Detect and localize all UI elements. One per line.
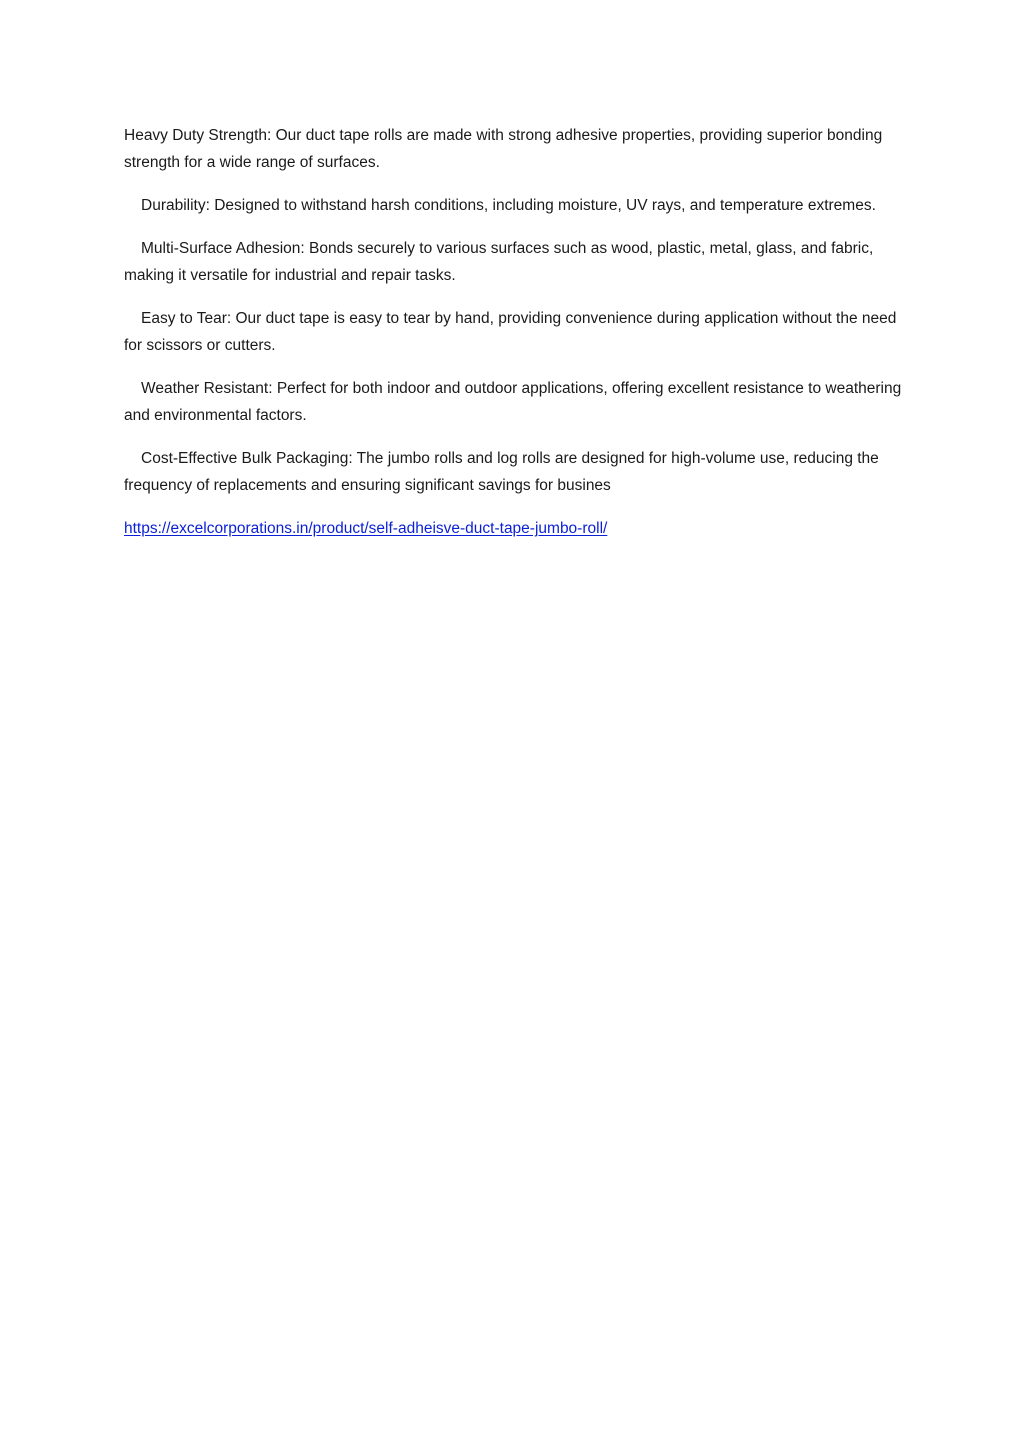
paragraph-weather-resistant: Weather Resistant: Perfect for both indoor and outdoor applications, offering excellent resistance to weathering and environmental factors. [124, 380, 902, 424]
document-body [124, 122, 904, 542]
paragraph-cost-effective-packaging: Cost-Effective Bulk Packaging: The jumbo rolls and log rolls are designed for high-volume use, reducing the frequency of replacements and ensuring significant savings for busines [124, 450, 879, 494]
paragraph-multi-surface-adhesion: Multi-Surface Adhesion: Bonds securely to various surfaces such as wood, plastic, metal, glass, and fabric, making it versatile for industrial and repair tasks. [124, 240, 874, 284]
product-link[interactable]: https://excelcorporations.in/product/self-adheisve-duct-tape-jumbo-roll/ [124, 520, 608, 537]
link-paragraph [124, 515, 904, 542]
paragraph-durability: Durability: Designed to withstand harsh conditions, including moisture, UV rays, and temperature extremes. [141, 197, 876, 214]
paragraph-heavy-duty-strength: Heavy Duty Strength: Our duct tape rolls are made with strong adhesive properties, providing superior bonding strength for a wide range of surfaces. [124, 127, 883, 171]
paragraph-easy-to-tear: Easy to Tear: Our duct tape is easy to tear by hand, providing convenience during application without the need for scissors or cutters. [124, 310, 897, 354]
